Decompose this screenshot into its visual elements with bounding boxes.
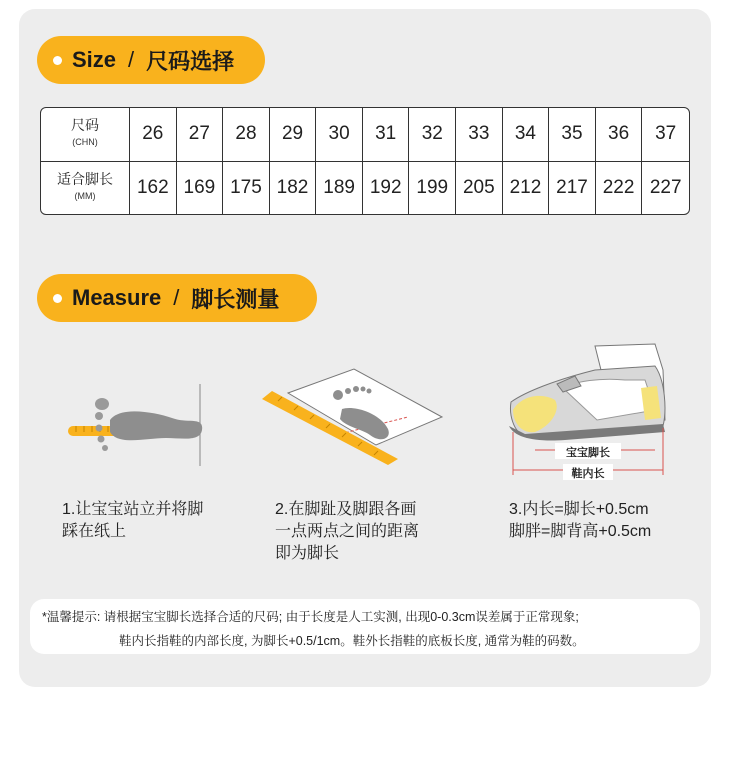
step1-line2: 踩在纸上 [62, 523, 127, 540]
size-cell: 29 [270, 108, 317, 162]
size-cell: 28 [223, 108, 270, 162]
foot-length-cell: 217 [549, 162, 596, 214]
size-cell: 31 [363, 108, 410, 162]
foot-length-cell: 199 [409, 162, 456, 214]
step2-line3: 即为脚长 [275, 545, 340, 562]
size-cell: 27 [177, 108, 224, 162]
title-separator: / [128, 47, 135, 72]
shoe-inner-length-label: 鞋内长 [571, 467, 605, 480]
step3-line1: 3.内长=脚长+0.5cm [509, 501, 649, 518]
bullet-dot-icon [53, 294, 62, 303]
shoe-foot-length-label: 宝宝脚长 [566, 446, 610, 459]
step3-line2: 脚胖=脚背高+0.5cm [509, 523, 652, 540]
size-cell: 33 [456, 108, 503, 162]
size-section-header [37, 36, 265, 84]
size-cell: 26 [130, 108, 177, 162]
size-cell: 34 [503, 108, 550, 162]
size-row-unit: (CHN) [72, 137, 98, 148]
bullet-dot-icon [53, 56, 62, 65]
size-title-cn: 尺码选择 [146, 48, 235, 74]
foot-length-row-header [41, 162, 130, 214]
foot-length-cell: 227 [649, 176, 682, 198]
step2-caption [275, 499, 419, 565]
size-cell: 35 [549, 108, 596, 162]
foot-length-cell: 192 [363, 162, 410, 214]
step3-caption [509, 499, 651, 543]
step1-line1: 1.让宝宝站立并将脚 [62, 501, 204, 518]
size-cell: 37 [642, 108, 689, 162]
foot-length-cell: 222 [596, 162, 643, 214]
size-chart-table [40, 107, 690, 215]
measure-section-header [37, 274, 317, 322]
measure-title-cn: 脚长测量 [191, 286, 280, 312]
size-cell: 30 [316, 108, 363, 162]
size-row [41, 108, 689, 162]
step1-foot-on-ruler-illustration [62, 380, 212, 470]
foot-length-cell: 205 [456, 162, 503, 214]
foot-length-cell: 175 [223, 162, 270, 214]
size-cell: 32 [409, 108, 456, 162]
step2-line1: 2.在脚趾及脚跟各画 [275, 501, 417, 518]
tips-line2: 鞋内长指鞋的内部长度, 为脚长+0.5/1cm。鞋外长指鞋的底板长度, 通常为鞋的码数。 [119, 634, 585, 648]
step1-caption [62, 499, 203, 543]
measure-title-en: Measure [72, 285, 162, 310]
step2-line2: 一点两点之间的距离 [275, 523, 420, 540]
foot-length-cell: 212 [503, 162, 550, 214]
size-title-en: Size [72, 47, 117, 72]
foot-length-row [41, 162, 689, 214]
step3-shoe-inner-length-illustration [505, 340, 670, 485]
foot-length-cell: 169 [177, 162, 224, 214]
foot-length-cell: 162 [130, 162, 177, 214]
foot-length-row-unit: (MM) [74, 190, 96, 201]
size-row-header [41, 108, 130, 162]
foot-length-cell: 189 [316, 162, 363, 214]
size-row-label: 尺码 [71, 117, 99, 134]
tips-note-box [30, 599, 700, 654]
title-separator: / [173, 285, 180, 310]
size-cell: 36 [596, 108, 643, 162]
foot-length-cell: 182 [270, 162, 317, 214]
foot-length-row-label: 适合脚长 [57, 170, 113, 187]
tips-line1: *温馨提示: 请根据宝宝脚长选择合适的尺码; 由于长度是人工实测, 出现0-0.3cm误差属于正常现象; [42, 610, 579, 624]
step2-footprint-ruler-illustration [258, 365, 448, 470]
